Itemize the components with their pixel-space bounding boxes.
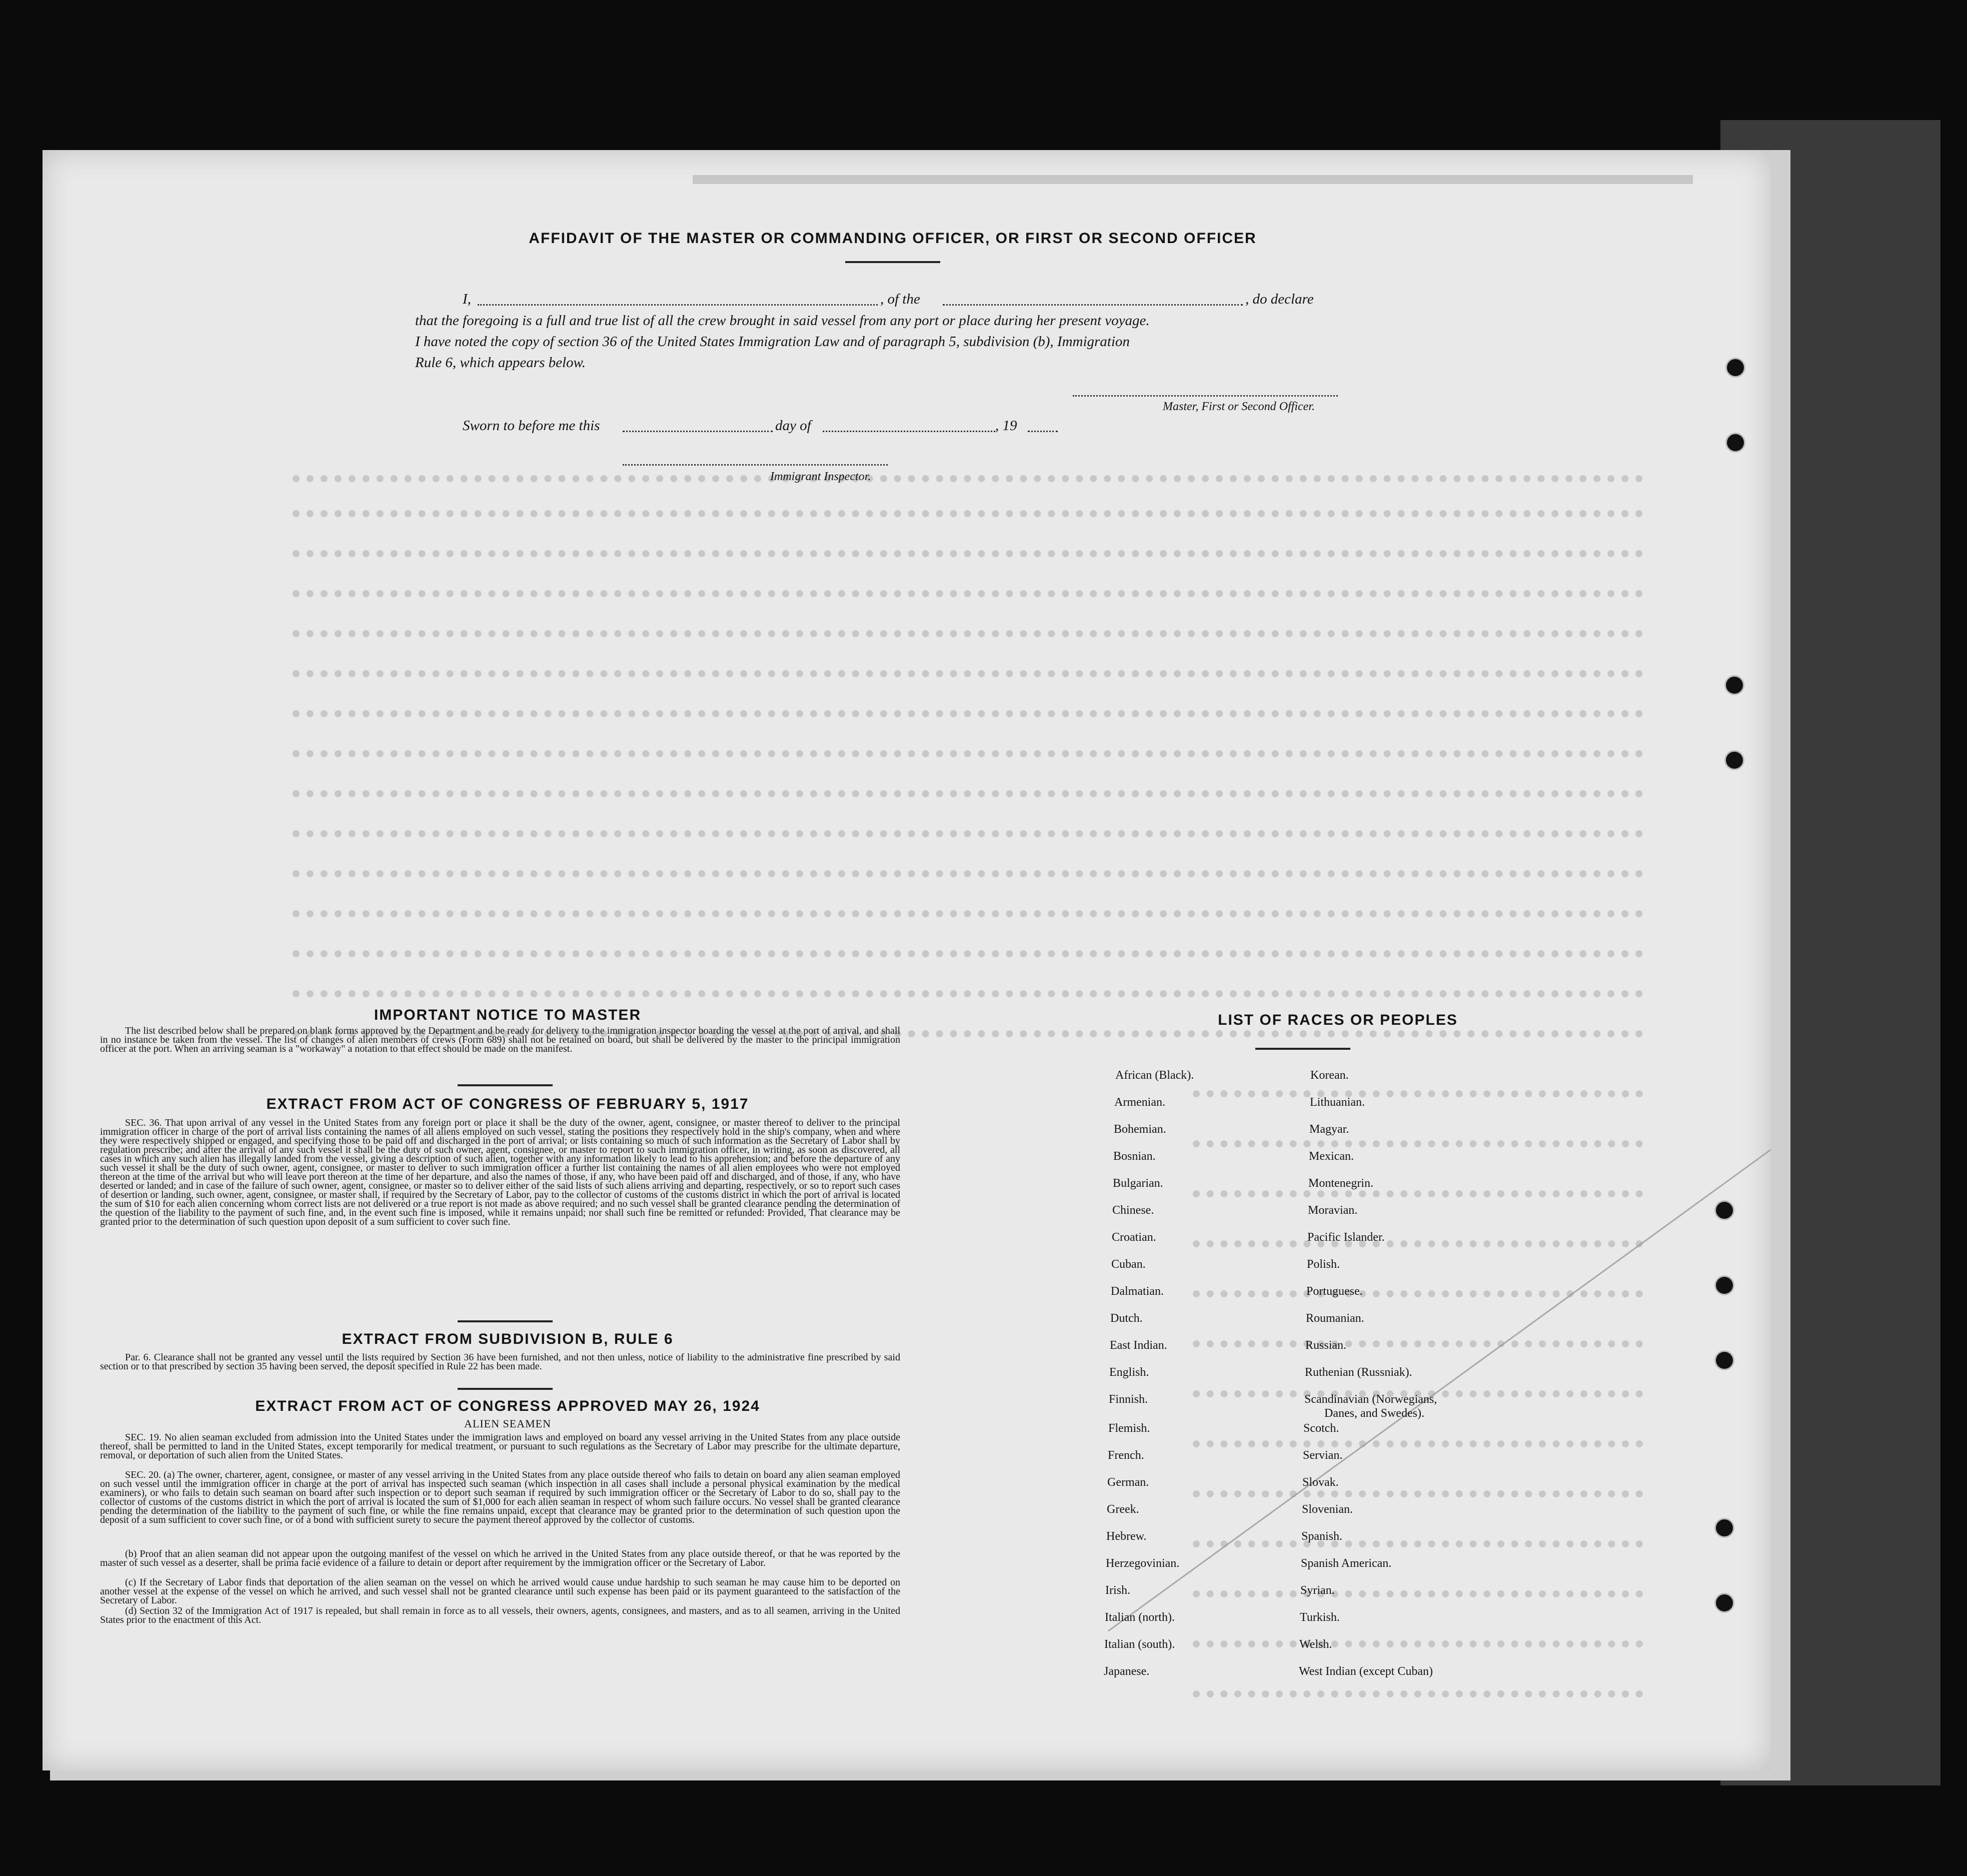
punch-hole [1725,433,1745,453]
bleed-through-row [293,510,1643,521]
bleed-through-row [1193,1240,1643,1251]
bleed-through-row [293,870,1643,881]
bleed-through-row [1193,1190,1643,1201]
punch-hole [1724,675,1744,695]
race-item: Turkish. [1300,1611,1340,1624]
race-item: Cuban. [1111,1258,1146,1271]
master-signature-line[interactable] [1073,395,1338,397]
race-item: Dutch. [1110,1312,1143,1325]
notice-rule [458,1084,553,1086]
race-item: Dalmatian. [1111,1285,1164,1298]
race-item: Japanese. [1104,1665,1150,1678]
race-item: Greek. [1107,1503,1139,1516]
affidavit-line-4: Rule 6, which appears below. [415,355,586,371]
race-item: Bosnian. [1113,1150,1156,1163]
act1924-sec20a: SEC. 20. (a) The owner, charterer, agent, consignee, or master of any vessel arriving in the United States from any place outside thereof who fails to detain on board any alien seaman employed on such vessel until the immigration officer in charge at the port of arrival has inspected such seaman (which inspection in all cases shall include a personal physical examination by the medical examiners), or who fails to detain such seaman on board after such inspection or to deport such seaman if required by such immigration officer or the Secretary of Labor to do so, shall pay to the collector of customs of the customs district in which the port of arrival is located the sum of $1,000 for each alien seaman in respect of whom such failure occurs. No vessel shall be granted clearance pending the determination of the liability to the payment of such fine, or while the fine remains unpaid, except that clearance may be granted prior to the determination of such question upon the deposit of a sum sufficient to cover such fine, or of a bond with sufficient surety to secure the payment thereof approved by the collector of customs. [100,1469,900,1525]
race-item: Syrian. [1300,1584,1335,1597]
bleed-through-row [293,550,1643,561]
bleed-through-row [1193,1540,1643,1551]
bleed-through-row [293,750,1643,761]
race-item: Russian. [1305,1339,1347,1352]
bleed-through-row [293,630,1643,641]
bleed-through-row [1193,1090,1643,1101]
race-item: Ruthenian (Russniak). [1305,1366,1412,1379]
bleed-through-row [1193,1490,1643,1501]
affidavit-i-label: I, [463,291,471,307]
race-item: French. [1108,1449,1144,1462]
act1924-title: EXTRACT FROM ACT OF CONGRESS APPROVED MAY 26, 1924 [255,1398,760,1414]
race-item: Spanish. [1301,1530,1343,1543]
sworn-month-field[interactable] [823,431,995,432]
race-item: Servian. [1303,1449,1343,1462]
race-item: Irish. [1105,1584,1130,1597]
affidavit-title-rule [845,261,940,263]
race-item: Korean. [1310,1069,1349,1082]
bleed-through-row [1193,1590,1643,1601]
bleed-through-header [693,175,1693,204]
race-item: Slovak. [1302,1476,1339,1489]
race-item: Roumanian. [1306,1312,1364,1325]
sworn-year-prefix: , 19 [995,418,1017,434]
affidavit-title: AFFIDAVIT OF THE MASTER OR COMMANDING OFFICER, OR FIRST OR SECOND OFFICER [529,230,1257,247]
race-item: Chinese. [1112,1204,1154,1217]
race-item: Mexican. [1309,1150,1354,1163]
race-item: Finnish. [1109,1393,1148,1406]
race-item: West Indian (except Cuban) [1299,1665,1433,1678]
race-item: Moravian. [1308,1204,1358,1217]
rule6-title: EXTRACT FROM SUBDIVISION B, RULE 6 [342,1331,674,1347]
race-item: Danes, and Swedes). [1324,1407,1424,1420]
punch-hole [1714,1275,1734,1295]
rule6-body: Par. 6. Clearance shall not be granted any vessel until the lists required by Section 36 have been furnished, and not then unless, notice of liability to the administrative fine prescribed by said section or to that prescribed by section 35 having been served, the deposit specified in Rule 22 has been made. [100,1352,900,1372]
bleed-through-row [1193,1140,1643,1151]
race-item: Lithuanian. [1310,1096,1365,1109]
race-item: Slovenian. [1302,1503,1353,1516]
races-title-rule [1255,1048,1350,1050]
bleed-through-row [293,710,1643,721]
punch-hole [1714,1350,1734,1370]
race-item: German. [1107,1476,1149,1489]
bleed-through-row [293,790,1643,801]
race-item: African (Black). [1115,1069,1194,1082]
punch-hole [1714,1593,1734,1613]
race-item: Italian (south). [1104,1638,1175,1651]
race-item: English. [1109,1366,1149,1379]
sworn-day-of: day of [775,418,811,434]
act1924-sec19: SEC. 19. No alien seaman excluded from admission into the United States under the immigration laws and employed on board any vessel arriving in the United States from any place outside thereof, shall be permitted to land in the United States, except temporarily for medical treatment, or pursuant to such regulations as the Secretary of Labor may prescribe for the ultimate departure, removal, or deportation of such alien from the United States. [100,1432,900,1461]
affidavit-line-1 [463,291,1413,311]
punch-hole [1714,1200,1734,1220]
bleed-through-row [293,990,1643,1001]
bleed-through-row [1193,1640,1643,1651]
affidavit-line-2: that the foregoing is a full and true list of all the crew brought in said vessel from any port or place during her present voyage. [415,313,1150,329]
race-item: Herzegovinian. [1106,1557,1180,1570]
punch-hole [1724,750,1744,770]
race-item: Croatian. [1112,1231,1156,1244]
act1917-body: SEC. 36. That upon arrival of any vessel in the United States from any foreign port or place it shall be the duty of the owner, agent, consignee, or master thereof to deliver to the principal immigration officer in charge of the port of arrival lists containing the names of all aliens employed on such vessel, stating the positions they respectively hold in the ship's company, when and where they were respectively shipped or engaged, and specifying those to be paid off and discharged in the port of arrival; or lists containing so much of such information as the Secretary of Labor shall by regulation prescribe; and after the arrival of any such vessel it shall be the duty of such owner, agent, consignee, or master to report to such immigration officer, in writing, as soon as discovered, all cases in which any such alien has illegally landed from the vessel, giving a description of such alien, together with any information likely to lead to his apprehension; and before the departure of any such vessel it shall be the duty of such owner, agent, consignee, or master to deliver to such immigration officer a further list containing the names of all alien employees who were not employed thereon at the time of the arrival but who will leave port thereon at the time of her departure, and also the names of those, if any, who have been paid off and discharged, and of those, if any, who have deserted or landed; and in case of the failure of such owner, agent, consignee, or master so to deliver either of the said lists of such aliens arriving and departing, respectively, or so to report such cases of desertion or landing, such owner, agent, consignee, or master shall, if required by the Secretary of Labor, pay to the collector of customs of the customs district in which the port of arrival is located the sum of $10 for each alien concerning whom correct lists are not delivered or a true report is not made as above required; and no such vessel shall be granted clearance pending the determination of the question of the liability to the payment of such fine, and, in the event such fine is imposed, while it remains unpaid; nor shall such fine be remitted or refunded: Provided, That clearance may be granted prior to the determination of such question upon deposit of a sum sufficient to cover such fine. [100,1117,900,1227]
race-item: Hebrew. [1106,1530,1147,1543]
sworn-year-field[interactable] [1028,431,1058,432]
race-item: Portuguese. [1306,1285,1363,1298]
race-item: Italian (north). [1105,1611,1175,1624]
sworn-line [463,418,1113,438]
race-item: Bulgarian. [1113,1177,1163,1190]
bleed-through-row [293,830,1643,841]
act1924-subtitle: ALIEN SEAMEN [464,1417,551,1430]
act1924-sec20b: (b) Proof that an alien seaman did not appear upon the outgoing manifest of the vessel on which he arrived in the United States from any place outside thereof, or that he was reported by the master of such vessel as a deserter, shall be prima facie evidence of a failure to detain or deport after requirement by the immigration officer or the Secretary of Labor. [100,1548,900,1568]
race-item: Scotch. [1303,1422,1339,1435]
vessel-name-field[interactable] [943,304,1243,306]
race-item: Flemish. [1108,1422,1150,1435]
bleed-through-row [293,950,1643,961]
inspector-label: Immigrant Inspector. [770,470,871,483]
declarant-name-field[interactable] [478,304,878,306]
act1917-title: EXTRACT FROM ACT OF CONGRESS OF FEBRUARY 5, 1917 [266,1096,749,1112]
diagonal-fold-crease [1108,1131,1770,1632]
race-item: Polish. [1307,1258,1340,1271]
punch-hole [1714,1518,1734,1538]
bleed-through-row [293,910,1643,921]
act1924-sec20d: (d) Section 32 of the Immigration Act of 1917 is repealed, but shall remain in force as to all vessels, their owners, agents, consignees, and masters, and as to all seamen, arriving in the United States prior to the enactment of this Act. [100,1605,900,1625]
sworn-day-field[interactable] [623,431,773,432]
manifest-reverse-page [43,150,1770,1770]
race-item: Montenegrin. [1308,1177,1373,1190]
affidavit-line-3: I have noted the copy of section 36 of the United States Immigration Law and of paragraph 5, subdivision (b), Immigration [415,334,1130,350]
rule6-rule [458,1388,553,1390]
notice-title: IMPORTANT NOTICE TO MASTER [374,1007,642,1023]
race-item: Pacific Islander. [1307,1231,1385,1244]
punch-hole [1725,358,1745,378]
race-item: Magyar. [1309,1123,1349,1136]
bleed-through-row [1193,1690,1643,1701]
bleed-through-row [1193,1340,1643,1351]
bleed-through-row [293,670,1643,681]
notice-body: The list described below shall be prepared on blank forms approved by the Department and be ready for delivery to the immigration inspector boarding the vessel at the port of arrival, and shall in no instance be taken from the vessel. The list of changes of alien members of crews (Form 689) shall not be retained on board, but shall be delivered by the master to the principal immigration officer at the port. When an arriving seaman is a "workaway" a notation to that effect should be made on the manifest. [100,1025,900,1054]
bleed-through-row [293,475,1643,486]
act1917-rule [458,1320,553,1322]
races-title: LIST OF RACES OR PEOPLES [1218,1012,1458,1028]
affidavit-do-declare: , do declare [1245,291,1314,307]
race-item: Welsh. [1299,1638,1332,1651]
race-item: Armenian. [1114,1096,1165,1109]
bleed-through-row [293,590,1643,601]
sworn-prefix: Sworn to before me this [463,418,600,434]
affidavit-of-the: , of the [880,291,920,307]
master-signature-label: Master, First or Second Officer. [1163,400,1315,413]
act1924-sec20c: (c) If the Secretary of Labor finds that deportation of the alien seaman on the vessel on which he arrived would cause undue hardship to such seaman he may cause him to be deported on another vessel at the expense of the vessel on which he arrived, and such vessel shall not be granted clearance until such expense has been paid or its payment guaranteed to the satisfaction of the Secretary of Labor. [100,1577,900,1606]
race-item: Bohemian. [1114,1123,1166,1136]
bleed-through-row [1193,1440,1643,1451]
race-item: East Indian. [1110,1339,1167,1352]
race-item: Spanish American. [1301,1557,1392,1570]
race-item: Scandinavian (Norwegians, [1304,1393,1437,1406]
inspector-signature-line[interactable] [623,464,888,466]
